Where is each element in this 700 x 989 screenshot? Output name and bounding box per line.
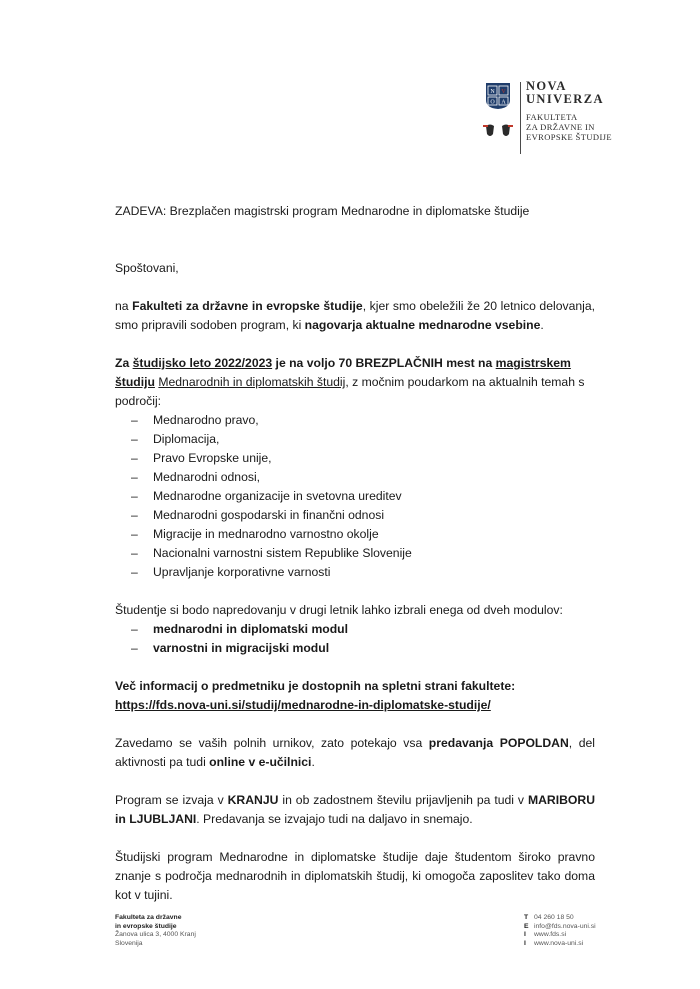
greeting: Spoštovani, — [115, 261, 179, 275]
program-link[interactable]: https://fds.nova-uni.si/studij/mednarodne-in-diplomatske-studije/ — [115, 698, 491, 712]
modules-list — [115, 620, 595, 658]
list-item: – Mednarodni odnosi, — [115, 468, 595, 487]
topics-list — [115, 411, 595, 582]
footer-line: Žanova ulica 3, 4000 Kranj — [115, 931, 196, 938]
contact-row: T 04 260 18 50 — [524, 914, 574, 921]
schedule-paragraph: Zavedamo se vaših polnih urnikov, zato potekajo vsa predavanja POPOLDAN, del aktivnosti pa tudi online v e-učilnici. — [115, 736, 595, 769]
svg-text:N: N — [490, 89, 495, 95]
offer-paragraph: Za študijsko leto 2022/2023 je na voljo 70 BREZPLAČNIH mest na magistrskem študiju Mednarodnih in diplomatskih študij, z močnim poudarkom na aktualnih temah s področij: — [115, 356, 585, 408]
list-item: – Mednarodni gospodarski in finančni odnosi — [115, 506, 595, 525]
modules-intro: Študentje si bodo napredovanju v drugi letnik lahko izbrali enega od dveh modulov: — [115, 603, 563, 617]
svg-text:O: O — [490, 99, 495, 106]
list-item: – Diplomacija, — [115, 430, 595, 449]
list-item: – Mednarodne organizacije in svetovna ureditev — [115, 487, 595, 506]
svg-text:A: A — [501, 99, 506, 106]
faculty-line-1: FAKULTETA — [526, 112, 578, 122]
list-item: – Upravljanje korporativne varnosti — [115, 563, 595, 582]
list-item: – Nacionalni varnostni sistem Republike Slovenije — [115, 544, 595, 563]
list-item: – Pravo Evropske unije, — [115, 449, 595, 468]
info-paragraph: Več informacij o predmetniku je dostopnih na spletni strani fakultete: https://fds.nova-uni.si/studij/mednarodne-in-diplomatske-studije/ — [115, 679, 516, 712]
footer-line: Fakulteta za državne — [115, 914, 182, 921]
contact-row[interactable]: I www.nova-uni.si — [524, 939, 584, 947]
footer-line: in evropske študije — [115, 922, 177, 930]
footer-contacts — [524, 914, 596, 948]
svg-text:V: V — [501, 89, 506, 95]
logo-line-1: NOVA — [526, 79, 567, 93]
footer-address — [115, 914, 196, 948]
logo-line-2: UNIVERZA — [526, 92, 604, 106]
university-logo — [480, 78, 650, 158]
letter-subject: ZADEVA: Brezplačen magistrski program Mednarodne in diplomatske študije — [115, 204, 530, 218]
location-paragraph: Program se izvaja v KRANJU in ob zadostnem številu prijavljenih pa tudi v MARIBORU in LJUBLJANI. Predavanja se izvajajo tudi na daljavo in snemajo. — [115, 793, 595, 826]
closing-paragraph: Študijski program Mednarodne in diplomatske študije daje študentom široko pravno znanje s področja mednarodnih in diplomatskih študij, ki omogoča zaposlitev tako doma kot v tujini. — [115, 850, 595, 902]
list-item: – varnostni in migracijski modul — [115, 639, 595, 658]
contact-row[interactable]: E info@fds.nova-uni.si — [524, 922, 596, 930]
list-item: – Mednarodno pravo, — [115, 411, 595, 430]
shield-icon — [484, 82, 512, 110]
list-item: – Migracije in mednarodno varnostno okolje — [115, 525, 595, 544]
intro-paragraph: na Fakulteti za državne in evropske študije, kjer smo obeležili že 20 letnico delovanja, smo pripravili sodoben program, ki nagovarja aktualne mednarodne vsebine. — [115, 299, 596, 332]
faculty-emblem-icon — [480, 122, 516, 142]
footer-line: Slovenija — [115, 939, 143, 947]
faculty-line-3: EVROPSKE ŠTUDIJE — [526, 132, 612, 142]
logo-divider — [520, 82, 521, 154]
faculty-line-2: ZA DRŽAVNE IN — [526, 122, 595, 132]
letter-body — [115, 202, 595, 905]
list-item: – mednarodni in diplomatski modul — [115, 620, 595, 639]
contact-row[interactable]: I www.fds.si — [524, 931, 567, 938]
